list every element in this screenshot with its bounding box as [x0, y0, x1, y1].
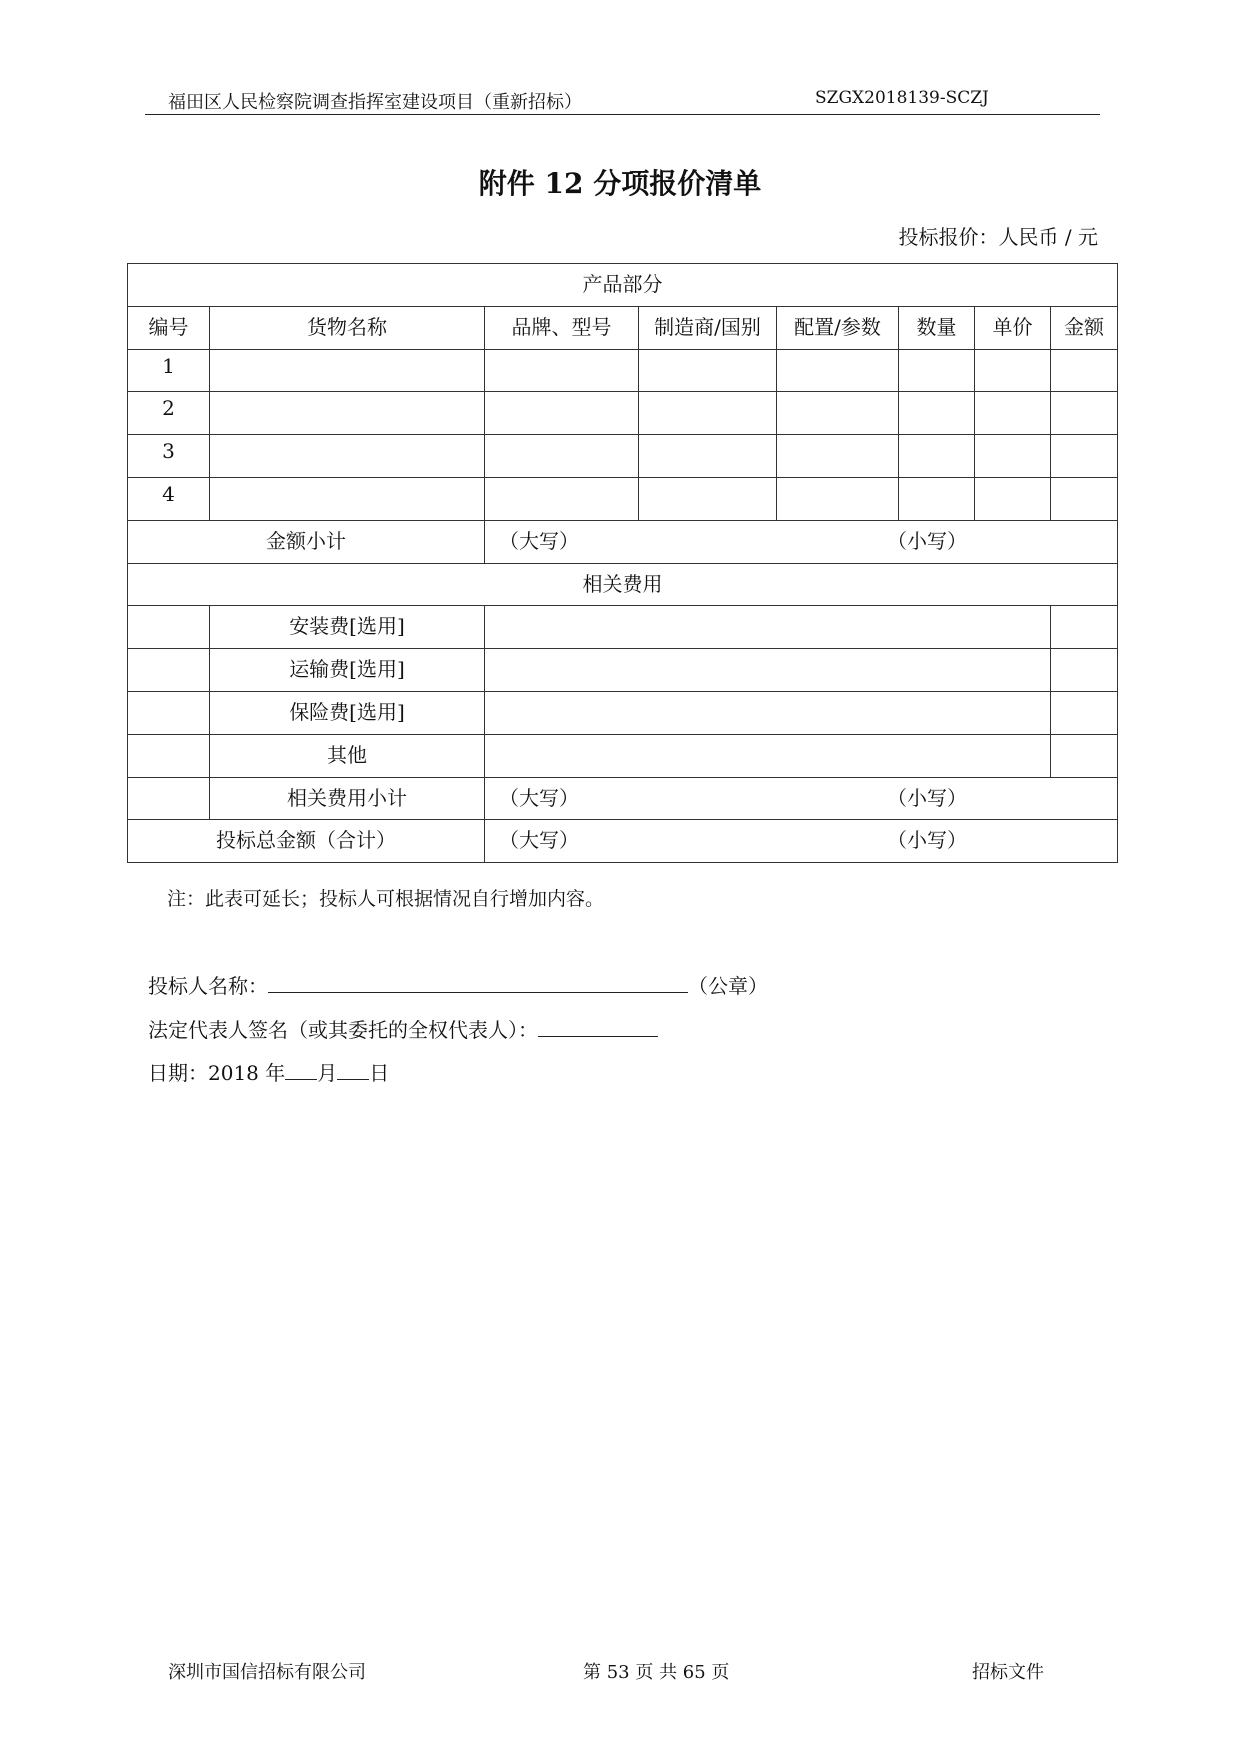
cell[interactable]: [1051, 477, 1118, 520]
cell[interactable]: [777, 435, 899, 478]
header-divider: [145, 114, 1100, 115]
cell[interactable]: [975, 349, 1051, 392]
row-number: 1: [128, 349, 210, 392]
fee-row: [128, 734, 1118, 777]
table-row: [128, 477, 1118, 520]
upper-label: （大写）: [499, 785, 579, 810]
fee-subtotal-label: 相关费用小计: [210, 777, 485, 820]
rep-label: 法定代表人签名（或其委托的全权代表人）：: [148, 1018, 538, 1042]
cell[interactable]: [975, 392, 1051, 435]
representative-line: [148, 1014, 658, 1043]
currency-note: 投标报价：人民币 / 元: [898, 225, 1098, 249]
cell[interactable]: [485, 691, 1051, 734]
table-row: [128, 435, 1118, 478]
cell[interactable]: [1051, 392, 1118, 435]
cell[interactable]: [210, 392, 485, 435]
fee-row: [128, 691, 1118, 734]
cell[interactable]: [128, 734, 210, 777]
col-header: 编号: [128, 306, 210, 349]
day-field[interactable]: [337, 1057, 369, 1080]
cell[interactable]: [1051, 349, 1118, 392]
page-title: 附件 12 分项报价清单: [478, 167, 762, 200]
cell[interactable]: [128, 606, 210, 649]
cell[interactable]: [1051, 734, 1118, 777]
footer-doc-type: 招标文件: [972, 1662, 1044, 1683]
row-number: 2: [128, 392, 210, 435]
bidder-label: 投标人名称：: [148, 974, 268, 998]
month-field[interactable]: [285, 1057, 317, 1080]
col-header: 配置/参数: [777, 306, 899, 349]
row-number: 4: [128, 477, 210, 520]
col-header: 金额: [1051, 306, 1118, 349]
cell[interactable]: [1051, 606, 1118, 649]
cell[interactable]: [128, 691, 210, 734]
cell[interactable]: [899, 349, 975, 392]
upper-label: （大写）: [499, 528, 579, 553]
total-row: [128, 820, 1118, 863]
day-label: 日: [369, 1061, 390, 1085]
cell[interactable]: [1051, 435, 1118, 478]
fees-section-header: 相关费用: [128, 563, 1118, 606]
total-amount[interactable]: [485, 820, 1118, 863]
cell[interactable]: [975, 435, 1051, 478]
fee-subtotal-amount[interactable]: [485, 777, 1118, 820]
fee-label: 保险费[选用]: [210, 691, 485, 734]
cell[interactable]: [210, 477, 485, 520]
row-number: 3: [128, 435, 210, 478]
cell[interactable]: [899, 392, 975, 435]
subtotal-amount[interactable]: [485, 520, 1118, 563]
product-section-header: 产品部分: [128, 264, 1118, 307]
column-header-row: [128, 306, 1118, 349]
cell[interactable]: [128, 649, 210, 692]
cell[interactable]: [1051, 691, 1118, 734]
fee-subtotal-row: [128, 777, 1118, 820]
lower-label: （小写）: [887, 528, 967, 553]
cell[interactable]: [639, 392, 777, 435]
col-header: 单价: [975, 306, 1051, 349]
table-note: 注：此表可延长；投标人可根据情况自行增加内容。: [167, 888, 605, 910]
upper-label: （大写）: [499, 828, 579, 853]
fee-label: 其他: [210, 734, 485, 777]
rep-signature-field[interactable]: [538, 1014, 658, 1037]
fee-row: [128, 606, 1118, 649]
total-label: 投标总金额（合计）: [128, 820, 485, 863]
footer-page: 第 53 页 共 65 页: [583, 1662, 730, 1683]
fee-row: [128, 649, 1118, 692]
cell[interactable]: [128, 777, 210, 820]
lower-label: （小写）: [887, 785, 967, 810]
cell[interactable]: [777, 392, 899, 435]
lower-label: （小写）: [887, 828, 967, 853]
cell[interactable]: [639, 349, 777, 392]
cell[interactable]: [485, 734, 1051, 777]
cell[interactable]: [485, 477, 639, 520]
cell[interactable]: [639, 435, 777, 478]
cell[interactable]: [777, 477, 899, 520]
subtotal-row: [128, 520, 1118, 563]
footer-company: 深圳市国信招标有限公司: [168, 1662, 366, 1683]
date-label: 日期：2018 年: [148, 1061, 286, 1085]
seal-label: （公章）: [688, 974, 768, 998]
table-row: [128, 349, 1118, 392]
bidder-name-field[interactable]: [268, 970, 688, 993]
cell[interactable]: [639, 477, 777, 520]
month-label: 月: [317, 1061, 338, 1085]
cell[interactable]: [899, 435, 975, 478]
fee-label: 安装费[选用]: [210, 606, 485, 649]
col-header: 制造商/国别: [639, 306, 777, 349]
col-header: 数量: [899, 306, 975, 349]
cell[interactable]: [485, 606, 1051, 649]
subtotal-label: 金额小计: [128, 520, 485, 563]
bidder-name-line: [148, 970, 768, 999]
cell[interactable]: [485, 392, 639, 435]
cell[interactable]: [210, 349, 485, 392]
cell[interactable]: [1051, 649, 1118, 692]
col-header: 货物名称: [210, 306, 485, 349]
cell[interactable]: [485, 435, 639, 478]
cell[interactable]: [899, 477, 975, 520]
cell[interactable]: [975, 477, 1051, 520]
cell[interactable]: [485, 349, 639, 392]
table-row: [128, 392, 1118, 435]
header-code: SZGX2018139-SCZJ: [815, 88, 989, 108]
cell[interactable]: [485, 649, 1051, 692]
cell[interactable]: [777, 349, 899, 392]
col-header: 品牌、型号: [485, 306, 639, 349]
cell[interactable]: [210, 435, 485, 478]
fee-label: 运输费[选用]: [210, 649, 485, 692]
quote-table: [127, 263, 1118, 863]
header-project: 福田区人民检察院调查指挥室建设项目（重新招标）: [168, 92, 582, 113]
date-line: [148, 1057, 389, 1086]
